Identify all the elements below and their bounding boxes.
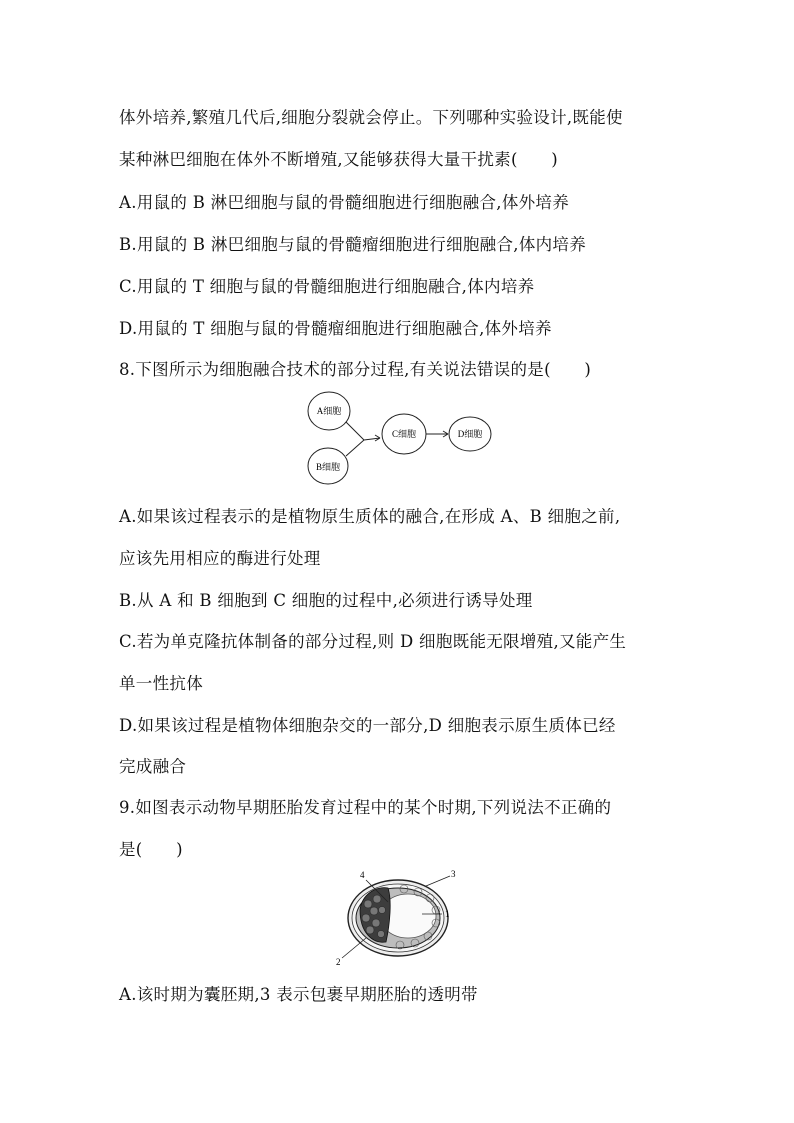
- q9-stem-line2: 是( ): [119, 840, 183, 859]
- q7-option-b: B.用鼠的 B 淋巴细胞与鼠的骨髓瘤细胞进行细胞融合,体内培养: [119, 235, 587, 254]
- q8-option-a-line2: 应该先用相应的酶进行处理: [119, 549, 321, 568]
- q7-stem-line2: 某种淋巴细胞在体外不断增殖,又能够获得大量干扰素( ): [119, 150, 559, 169]
- blastocyst-diagram: [330, 866, 470, 970]
- q8-option-c-line2: 单一性抗体: [119, 674, 203, 693]
- q8-option-a-line1: A.如果该过程表示的是植物原生质体的融合,在形成 A、B 细胞之前,: [119, 507, 621, 526]
- q9-option-a: A.该时期为囊胚期,3 表示包裹早期胚胎的透明带: [119, 985, 478, 1004]
- q7-stem-line1: 体外培养,繁殖几代后,细胞分裂就会停止。下列哪种实验设计,既能使: [119, 108, 623, 127]
- cell-c-label: C细胞: [391, 429, 417, 439]
- q7-option-a: A.用鼠的 B 淋巴细胞与鼠的骨髓细胞进行细胞融合,体外培养: [119, 193, 570, 212]
- q8-option-d-line1: D.如果该过程是植物体细胞杂交的一部分,D 细胞表示原生质体已经: [119, 716, 616, 735]
- q8-option-b: B.从 A 和 B 细胞到 C 细胞的过程中,必须进行诱导处理: [119, 591, 533, 610]
- label-3: 3: [451, 869, 456, 879]
- converge-lines: [346, 422, 364, 456]
- q7-option-d: D.用鼠的 T 细胞与鼠的骨髓瘤细胞进行细胞融合,体外培养: [119, 319, 552, 338]
- q8-option-d-line2: 完成融合: [119, 757, 187, 776]
- label-1: 1: [445, 909, 450, 919]
- cell-d-label: D细胞: [457, 429, 483, 439]
- cell-a-label: A细胞: [316, 406, 342, 416]
- cell-fusion-diagram: [296, 390, 506, 490]
- q9-stem-line1: 9.如图表示动物早期胚胎发育过程中的某个时期,下列说法不正确的: [119, 798, 612, 817]
- leader-3: [426, 876, 450, 886]
- leader-2: [342, 938, 366, 958]
- q8-stem: 8.下图所示为细胞融合技术的部分过程,有关说法错误的是( ): [119, 360, 592, 379]
- q8-option-c-line1: C.若为单克隆抗体制备的部分过程,则 D 细胞既能无限增殖,又能产生: [119, 632, 627, 651]
- label-2: 2: [336, 957, 341, 967]
- label-4: 4: [360, 870, 365, 880]
- q7-option-c: C.用鼠的 T 细胞与鼠的骨髓细胞进行细胞融合,体内培养: [119, 277, 535, 296]
- cell-b-label: B细胞: [315, 462, 341, 472]
